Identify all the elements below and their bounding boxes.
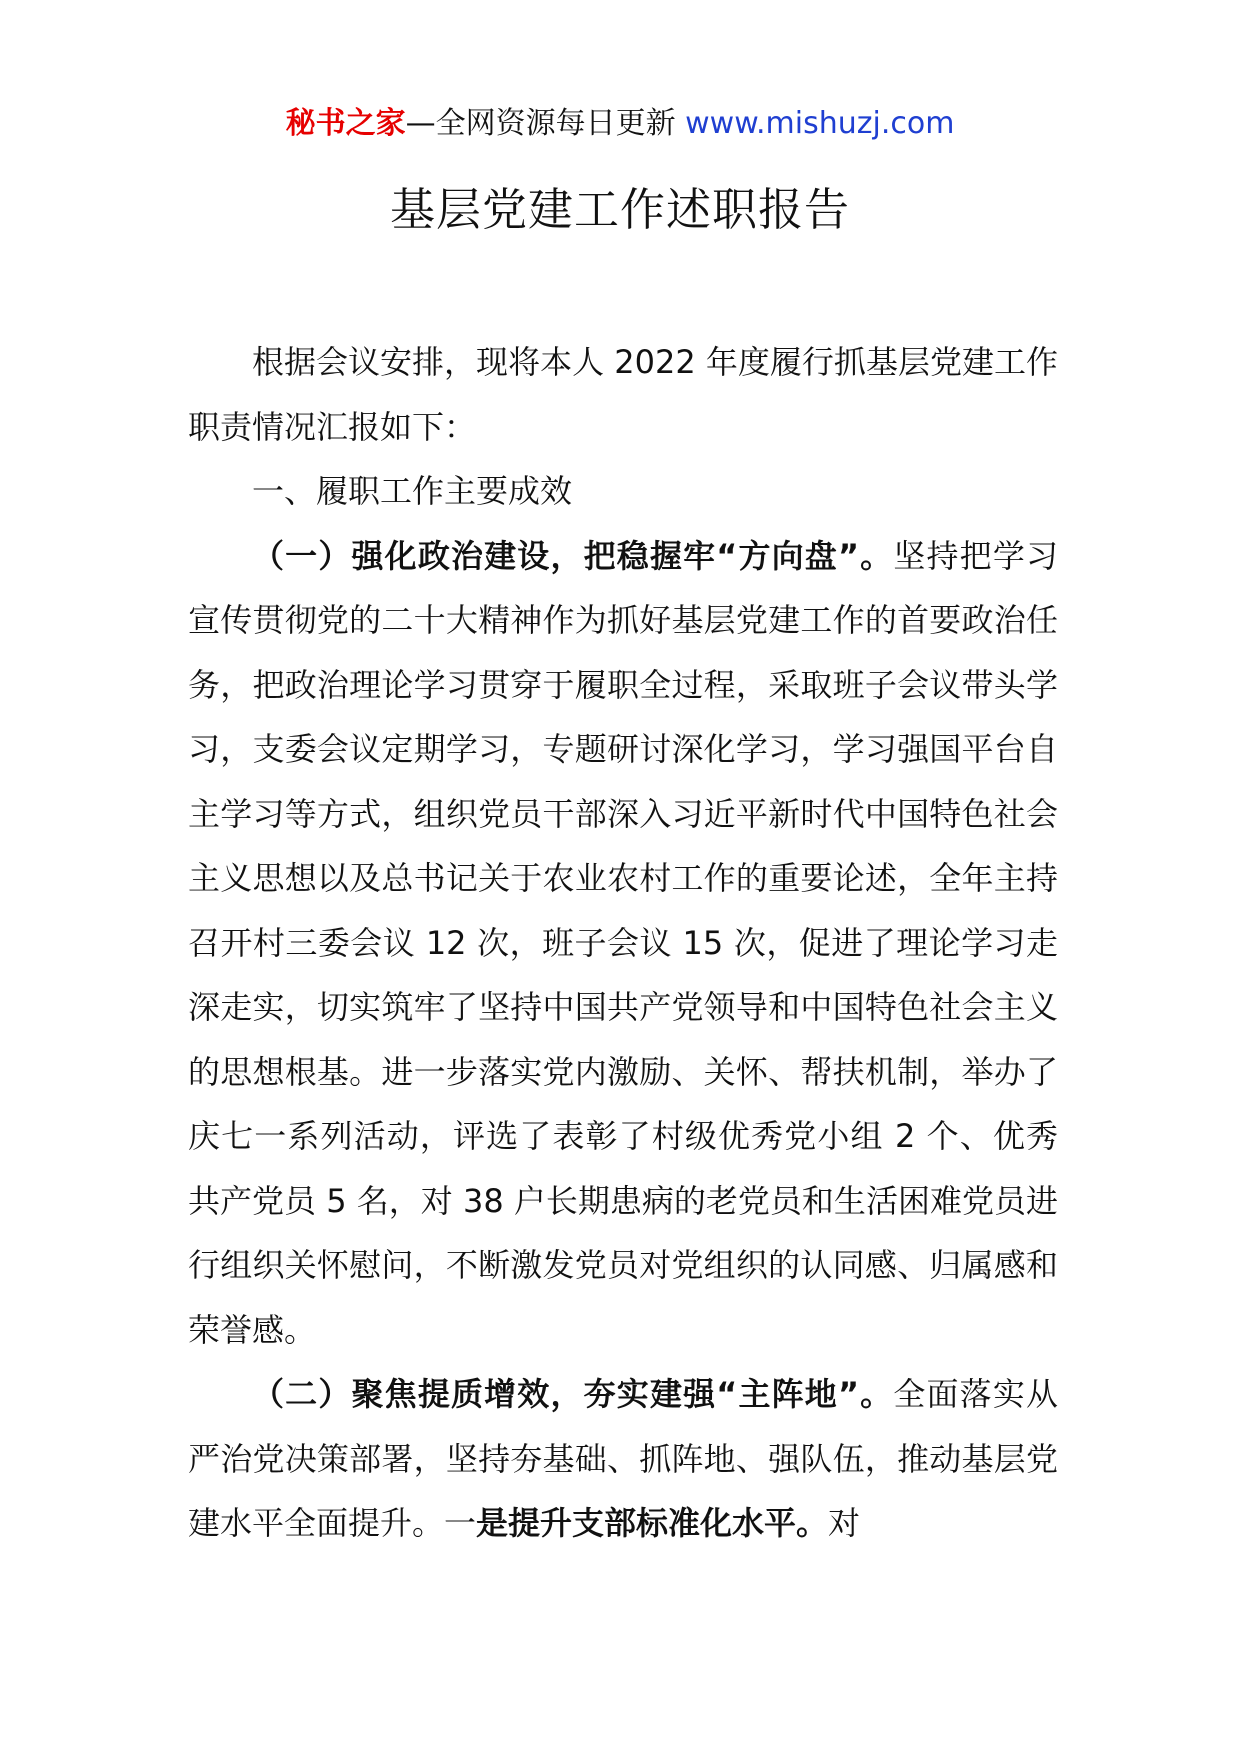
intro-paragraph: 根据会议安排，现将本人 2022 年度履行抓基层党建工作职责情况汇报如下： — [188, 343, 1058, 446]
point-one-heading: 是提升支部标准化水平。 — [476, 1504, 829, 1542]
point-one-body: 对 — [828, 1504, 861, 1542]
item-one-paragraph — [188, 524, 1058, 1363]
item-two-heading: （二）聚焦提质增效，夯实建强“主阵地”。 — [252, 1375, 894, 1413]
item-one-heading: （一）强化政治建设，把稳握牢“方向盘”。 — [252, 536, 894, 575]
site-link[interactable]: www.mishuzj.com — [685, 106, 955, 141]
item-two-paragraph — [188, 1362, 1058, 1556]
point-one-lead: 一 — [444, 1504, 477, 1542]
brand-name: 秘书之家 — [285, 106, 406, 141]
header-slogan: —全网资源每日更新 — [405, 106, 686, 141]
document-title: 基层党建工作述职报告 — [389, 183, 850, 236]
site-header — [0, 104, 1240, 144]
item-one-body: 坚持把学习宣传贯彻党的二十大精神作为抓好基层党建工作的首要政治任务，把政治理论学习贯穿于履职全过程，采取班子会议带头学习，支委会议定期学习，专题研讨深化学习，学习强国平台自主学习等方式，组织党员干部深入习近平新时代中国特色社会主义思想以及总书记关于农业农村工作的重要论述，全年主持召开村三委会议 12 次，班子会议 15 次，促进了理论学习走深走实，切实筑牢了坚持中国共产党领导和中国特色社会主义的思想根基。进一步落实党内激励、关怀、帮扶机制，举办了庆七一系列活动，评选了表彰了村级优秀党小组 2 个、优秀共产党员 5 名，对 38 户长期患病的老党员和生活困难党员进行组织关怀慰问，不断激发党员对党组织的认同感、归属感和荣誉感。 — [188, 536, 1058, 1349]
section-heading: 一、履职工作主要成效 — [252, 472, 573, 510]
document-body — [188, 330, 1058, 1556]
item-two-body: 全面落实从严治党决策部署，坚持夯基础、抓阵地、强队伍，推动基层党建水平全面提升。 — [188, 1375, 1058, 1542]
